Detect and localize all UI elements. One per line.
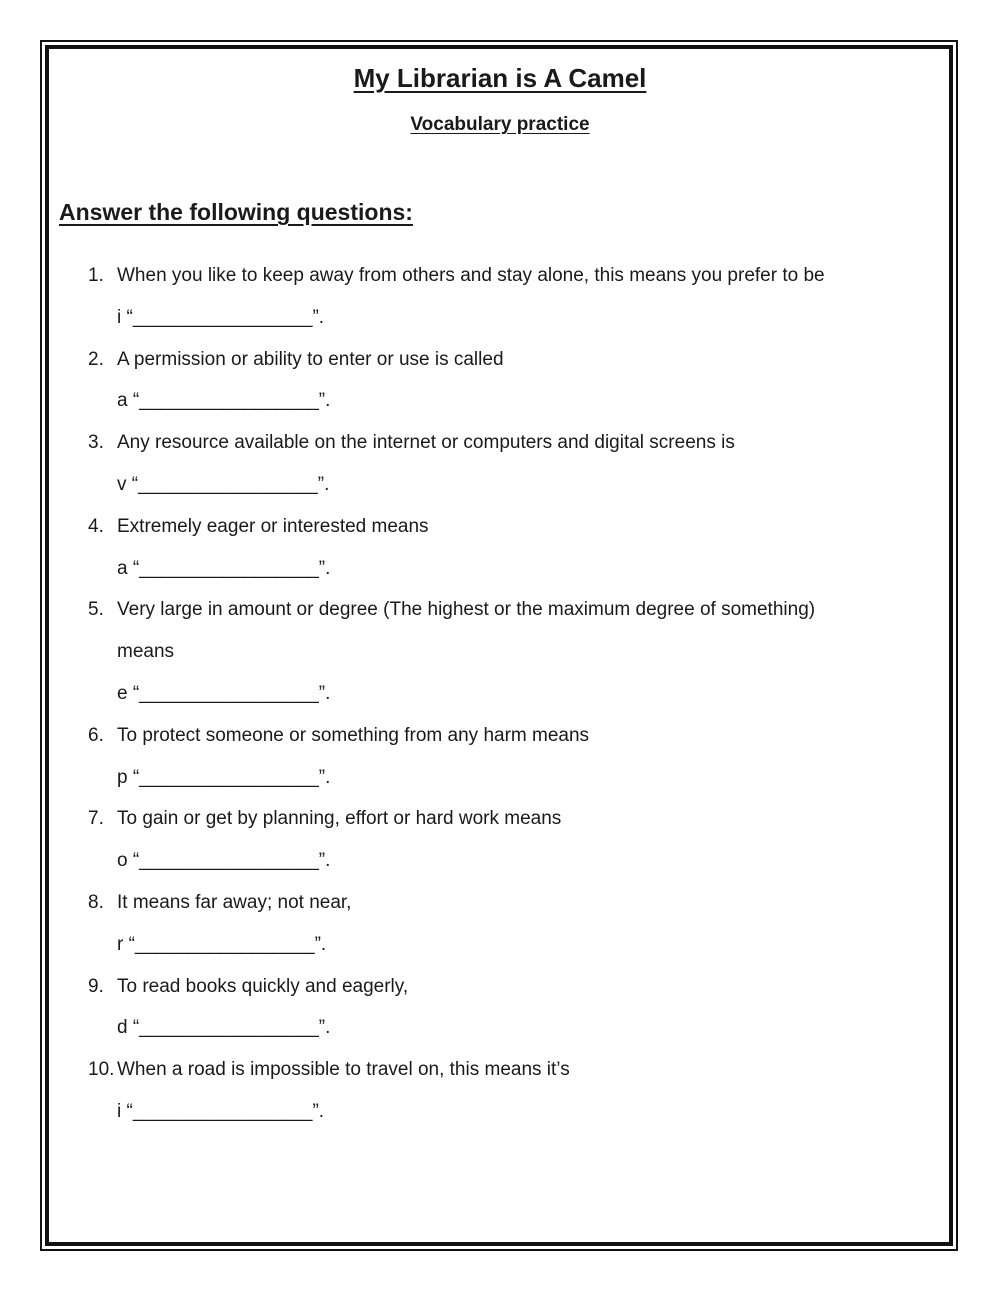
question-body — [117, 966, 918, 1050]
question-number: 4. — [88, 515, 104, 537]
answer-blank[interactable]: r “_________________”. — [117, 933, 327, 955]
question-item — [88, 882, 918, 966]
question-item — [88, 715, 918, 799]
question-body — [117, 506, 918, 590]
answer-blank[interactable]: a “_________________”. — [117, 390, 331, 412]
question-number: 9. — [88, 975, 104, 997]
answer-blank[interactable]: i “_________________”. — [117, 1100, 325, 1122]
question-number: 7. — [88, 808, 104, 830]
question-body — [117, 882, 918, 966]
question-text: It means far away; not near, — [117, 891, 352, 913]
question-item — [88, 422, 918, 506]
question-list — [88, 255, 918, 1133]
answer-blank[interactable]: e “_________________”. — [117, 682, 331, 704]
question-item — [88, 798, 918, 882]
question-item — [88, 1049, 918, 1133]
question-body — [117, 589, 918, 714]
question-text: Extremely eager or interested means — [117, 515, 429, 537]
question-item — [88, 966, 918, 1050]
question-item — [88, 255, 918, 339]
question-body — [117, 255, 918, 339]
question-text: When a road is impossible to travel on, this means it’s — [117, 1059, 570, 1081]
answer-blank[interactable]: v “_________________”. — [117, 473, 330, 495]
question-number: 6. — [88, 724, 104, 746]
question-body — [117, 715, 918, 799]
question-item — [88, 589, 918, 714]
question-number: 3. — [88, 432, 104, 454]
worksheet-title: My Librarian is A Camel — [353, 63, 647, 93]
question-text: To gain or get by planning, effort or hard work means — [117, 808, 562, 830]
answer-blank[interactable]: d “_________________”. — [117, 1017, 331, 1039]
instructions-heading: Answer the following questions: — [59, 199, 413, 225]
question-text: means — [117, 641, 175, 663]
question-number: 1. — [88, 265, 104, 286]
question-number: 8. — [88, 891, 104, 913]
question-text: Very large in amount or degree (The highest or the maximum degree of something) — [117, 599, 816, 621]
worksheet-subtitle: Vocabulary practice — [410, 114, 590, 135]
question-item — [88, 506, 918, 590]
question-body — [117, 422, 918, 506]
question-text: To read books quickly and eagerly, — [117, 975, 409, 997]
question-text: When you like to keep away from others and stay alone, this means you prefer to be — [117, 265, 825, 286]
question-text: To protect someone or something from any harm means — [117, 724, 590, 746]
answer-blank[interactable]: a “_________________”. — [117, 557, 331, 579]
question-text: A permission or ability to enter or use is called — [117, 348, 504, 370]
question-number: 5. — [88, 599, 104, 621]
answer-blank[interactable]: i “_________________”. — [117, 306, 325, 328]
question-body — [117, 1049, 918, 1133]
question-body — [117, 798, 918, 882]
question-number: 2. — [88, 348, 104, 370]
question-item — [88, 339, 918, 423]
question-body — [117, 339, 918, 423]
answer-blank[interactable]: o “_________________”. — [117, 850, 331, 872]
question-number: 10. — [88, 1059, 115, 1081]
answer-blank[interactable]: p “_________________”. — [117, 766, 331, 788]
question-text: Any resource available on the internet or computers and digital screens is — [117, 432, 735, 454]
